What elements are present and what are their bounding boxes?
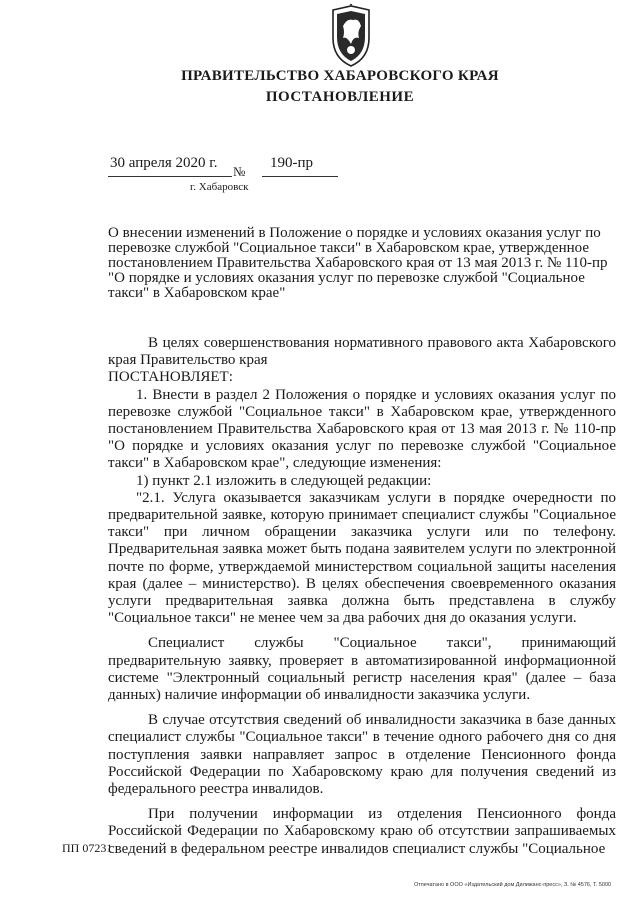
document-date: 30 апреля 2020 г.	[110, 155, 218, 171]
document-city: г. Хабаровск	[190, 181, 249, 193]
receipt-paragraph: При получении информации из отделения Пенсионного фонда Российской Федерации по Хабаровскому краю об отсутствии запрашиваемых сведений в федеральном реестре инвалидов специалист службы "Социальное	[108, 806, 616, 857]
preamble-paragraph: В целях совершенствования нормативного правового акта Хабаровского края Правительство края	[108, 335, 616, 369]
subject-line: перевозке службой "Социальное такси" в Хабаровском крае, утвержденное	[108, 240, 589, 256]
subitem-1-paragraph: 1) пункт 2.1 изложить в следующей редакции:	[136, 472, 432, 489]
subject-line: "О порядке и условиях оказания услуг по перевозке службой "Социальное	[108, 270, 585, 286]
subject-line: постановлением Правительства Хабаровского края от 13 мая 2013 г. № 110-пр	[108, 255, 608, 271]
absence-paragraph: В случае отсутствия сведений об инвалидности заказчика в базе данных специалист службы "Социальное такси" в течение одного рабочего дня со дня поступления заявки направляет запрос в отделение Пенсионного фонда Российской Федерации по Хабаровскому краю для получения сведений из федерального реестра инвалидов.	[108, 712, 616, 798]
document-type: ПОСТАНОВЛЕНИЕ	[265, 89, 415, 105]
coat-of-arms-emblem	[325, 4, 377, 68]
printer-imprint: Отпечатано в ООО «Издательский дом Дилижанс-пресс», З. № 4576, Т. 5000	[414, 882, 612, 888]
subject-line: такси" в Хабаровском крае"	[108, 285, 286, 301]
organization-title: ПРАВИТЕЛЬСТВО ХАБАРОВСКОГО КРАЯ	[181, 68, 499, 84]
item-1-paragraph: 1. Внести в раздел 2 Положения о порядке и условиях оказания услуг по перевозке службой "Социальное такси" в Хабаровском крае, утвержденного постановлением Правительства Хабаровского края от 13 мая 2013 г. № 110-пр "О порядке и условиях оказания услуг по перевозке службой "Социальное такси" в Хабаровском крае", следующие изменения:	[108, 386, 616, 472]
subject-line: О внесении изменений в Положение о порядке и условиях оказания услуг по	[108, 225, 601, 241]
document-number: 190-пр	[270, 155, 314, 171]
specialist-paragraph: Специалист службы "Социальное такси", принимающий предварительную заявку, проверяет в автоматизированной информационной системе "Электронный социальный регистр населения края" (далее – база данных) наличие информации об инвалидности заказчика услуги.	[108, 635, 616, 704]
date-underline	[108, 176, 232, 177]
document-code: ПП 07231	[62, 841, 113, 855]
document-subject	[108, 226, 616, 301]
number-sign: №	[233, 164, 246, 179]
document-body	[108, 335, 616, 858]
clause-2-1-paragraph: "2.1. Услуга оказывается заказчикам услуги в порядке очередности по предварительной заявке, которую принимает специалист службы "Социальное такси" при личном обращении заказчика услуги или по телефону. Предварительная заявка может быть подана заявителем услуги по электронной почте по форме, утверждаемой министерством социальной защиты населения края (далее – министерство). В целях обеспечения своевременного оказания услуги предварительная заявка должна быть представлена в службу "Социальное такси" не менее чем за два рабочих дня до оказания услуги.	[108, 489, 616, 627]
resolves-heading: ПОСТАНОВЛЯЕТ:	[108, 369, 233, 386]
number-underline	[262, 176, 338, 177]
